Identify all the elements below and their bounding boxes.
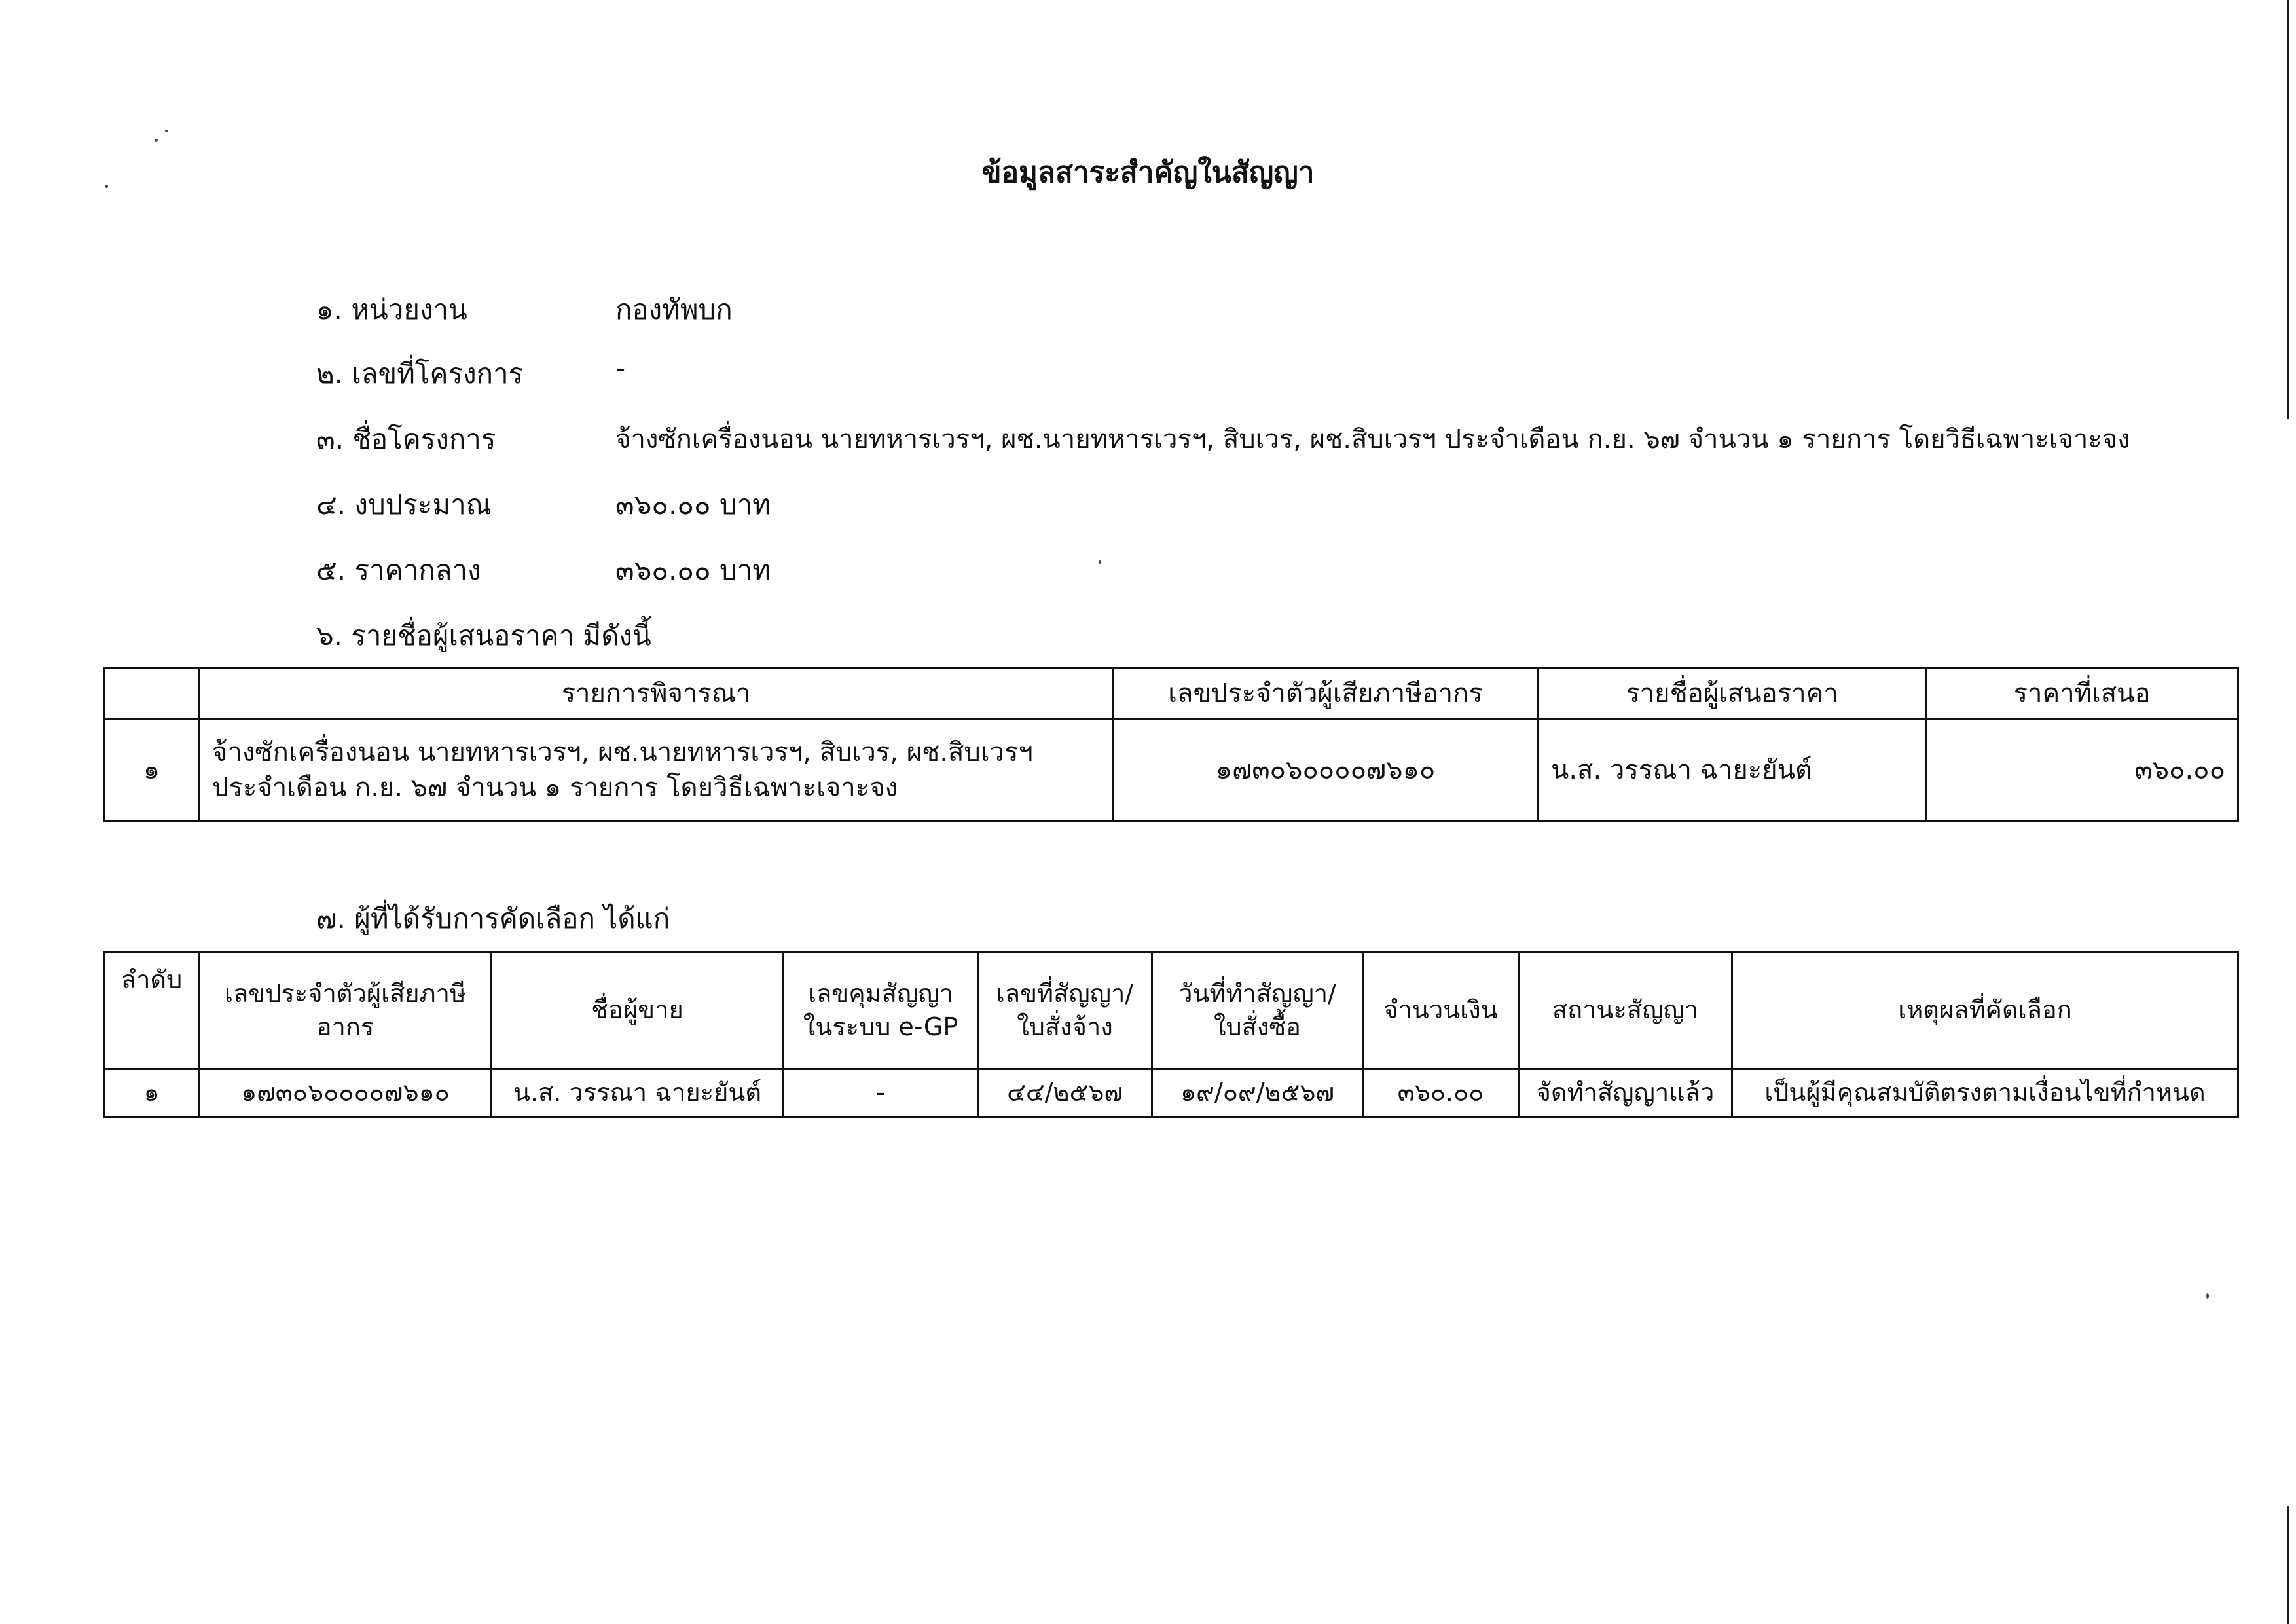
table-row (104, 720, 2238, 821)
selected-header-amount-line1: จำนวนเงิน (1383, 995, 1498, 1025)
selected-header-egp-line2: ในระบบ e-GP (803, 1012, 958, 1041)
selected-row-contract-date: ๑๙/๐๙/๒๕๖๗ (1152, 1069, 1363, 1117)
selected-row-amount: ๓๖๐.๐๐ (1363, 1069, 1519, 1117)
page-title: ข้อมูลสาระสำคัญในสัญญา (981, 156, 1315, 189)
selected-header-no-line1: ลำดับ (120, 965, 183, 994)
selected-header-tax-id-line2: อากร (316, 1012, 374, 1041)
bidder-row-tax-id: ๑๗๓๐๖๐๐๐๐๗๖๑๐ (1113, 720, 1539, 821)
selected-header-contract-no (978, 952, 1152, 1069)
scan-speck (165, 130, 168, 132)
selected-header-tax-id (200, 952, 492, 1069)
selected-header-reason-line1: เหตุผลที่คัดเลือก (1898, 995, 2072, 1025)
selected-row-no: ๑ (104, 1069, 200, 1117)
selected-header-contract-no-line2: ใบสั่งจ้าง (1017, 1012, 1113, 1041)
selected-row-egp: - (784, 1069, 978, 1117)
scan-speck (2206, 1293, 2209, 1299)
selected-header-contract-date-line1: วันที่ทำสัญญา/ (1178, 978, 1336, 1008)
selected-row-seller: น.ส. วรรณา ฉายะยันต์ (492, 1069, 784, 1117)
median-price-label: ๕. ราคากลาง (316, 554, 481, 586)
scan-speck (1099, 560, 1101, 564)
selected-header-egp-line1: เลขคุมสัญญา (807, 978, 953, 1008)
selected-header-status-line1: สถานะสัญญา (1552, 995, 1699, 1025)
median-price-value: ๓๖๐.๐๐ บาท (615, 554, 771, 586)
selected-header-reason (1732, 952, 2238, 1069)
bidder-row-name: น.ส. วรรณา ฉายะยันต์ (1539, 720, 1926, 821)
bidder-row-item-line2: ประจำเดือน ก.ย. ๖๗ จำนวน ๑ รายการ โดยวิธีเฉพาะเจาะจง (212, 773, 898, 803)
agency-value: กองทัพบก (615, 293, 733, 325)
scan-edge-line (2287, 0, 2289, 419)
scan-edge-line (2287, 1506, 2289, 1624)
bidders-header-item: รายการพิจารณา (200, 668, 1113, 720)
bidders-header-row (104, 668, 2238, 720)
bidders-heading: ๖. รายชื่อผู้เสนอราคา มีดังนี้ (316, 619, 651, 652)
selected-header-status (1519, 952, 1732, 1069)
bidders-header-tax-id: เลขประจำตัวผู้เสียภาษีอากร (1113, 668, 1539, 720)
selected-row-contract-no: ๔๔/๒๕๖๗ (978, 1069, 1152, 1117)
bidders-table (103, 667, 2239, 822)
bidder-row-item (200, 720, 1113, 821)
selected-row-reason: เป็นผู้มีคุณสมบัติตรงตามเงื่อนไขที่กำหนด (1732, 1069, 2238, 1117)
selected-header-amount (1363, 952, 1519, 1069)
scan-speck (155, 139, 158, 142)
selected-header-seller (492, 952, 784, 1069)
selected-header-contract-no-line1: เลขที่สัญญา/ (996, 978, 1134, 1008)
budget-value: ๓๖๐.๐๐ บาท (615, 489, 771, 521)
project-name-value: จ้างซักเครื่องนอน นายทหารเวรฯ, ผช.นายทหารเวรฯ, สิบเวร, ผช.สิบเวรฯ ประจำเดือน ก.ย. ๖๗ จำนวน ๑ รายการ โดยวิธีเฉพาะเจาะจง (615, 424, 2130, 454)
bidder-row-item-line1: จ้างซักเครื่องนอน นายทหารเวรฯ, ผช.นายทหารเวรฯ, สิบเวร, ผช.สิบเวรฯ (212, 737, 1033, 767)
bidders-header-no (104, 668, 200, 720)
selected-header-contract-date (1152, 952, 1363, 1069)
selected-header-no (104, 952, 200, 1069)
selected-row-status: จัดทำสัญญาแล้ว (1519, 1069, 1732, 1117)
bidder-row-price: ๓๖๐.๐๐ (1926, 720, 2238, 821)
bidder-row-no: ๑ (104, 720, 200, 821)
selected-header-contract-date-line2: ใบสั่งซื้อ (1213, 1012, 1302, 1041)
project-number-label: ๒. เลขที่โครงการ (316, 358, 524, 390)
table-row (104, 1069, 2238, 1117)
bidders-header-price: ราคาที่เสนอ (1926, 668, 2238, 720)
selected-header-row (104, 952, 2238, 1069)
bidders-header-bidder: รายชื่อผู้เสนอราคา (1539, 668, 1926, 720)
selected-row-tax-id: ๑๗๓๐๖๐๐๐๐๗๖๑๐ (200, 1069, 492, 1117)
selected-table (103, 951, 2239, 1118)
selected-header-tax-id-line1: เลขประจำตัวผู้เสียภาษี (225, 978, 466, 1008)
project-number-value: - (615, 352, 626, 384)
project-name-label: ๓. ชื่อโครงการ (316, 423, 496, 455)
agency-label: ๑. หน่วยงาน (316, 293, 467, 325)
selected-header-egp (784, 952, 978, 1069)
selected-heading: ๗. ผู้ที่ได้รับการคัดเลือก ได้แก่ (316, 902, 670, 934)
budget-label: ๔. งบประมาณ (316, 489, 492, 521)
scan-speck (105, 185, 108, 188)
selected-header-seller-line1: ชื่อผู้ขาย (591, 995, 683, 1025)
